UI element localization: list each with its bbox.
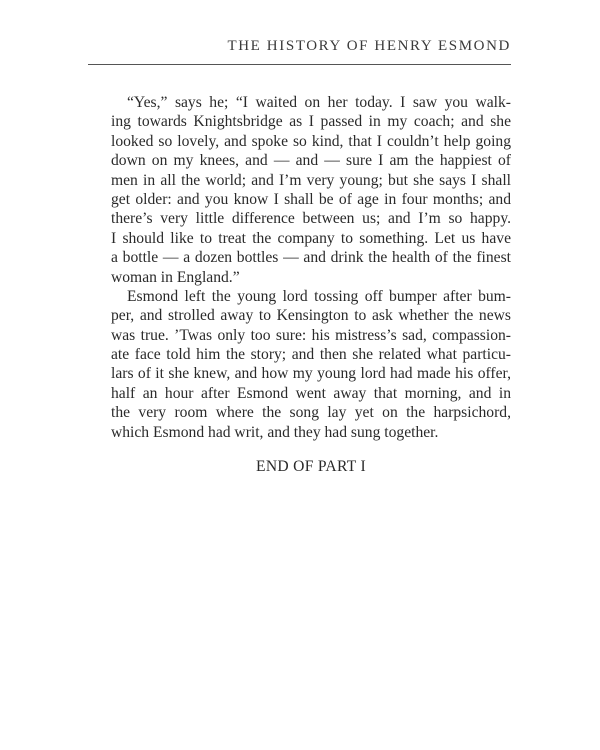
running-head: THE HISTORY OF HENRY ESMOND: [227, 38, 511, 54]
text-line: half an hour after Esmond went away that morning, and in: [111, 384, 511, 402]
text-line: which Esmond had writ, and they had sung together.: [111, 423, 439, 441]
text-line: ate face told him the story; and then she related what particu-: [111, 346, 511, 364]
text-line: looked so lovely, and spoke so kind, that I couldn’t help going: [111, 132, 511, 150]
paragraph-1: [111, 93, 511, 287]
text-line: the very room where the song lay yet on the harpsichord,: [111, 404, 511, 422]
text-line: lars of it she knew, and how my young lord had made his offer,: [111, 365, 511, 383]
text-line: Esmond left the young lord tossing off bumper after bum-: [127, 287, 511, 305]
body-text: [111, 93, 511, 442]
text-line: there’s very little difference between us; and I’m so happy.: [111, 210, 511, 228]
text-line: was true. ’Twas only too sure: his mistress’s sad, compassion-: [111, 326, 511, 344]
text-line: men in all the world; and I’m very young; but she says I shall: [111, 171, 511, 189]
text-line: down on my knees, and — and — sure I am the happiest of: [111, 152, 511, 170]
text-line: woman in England.”: [111, 268, 240, 286]
text-line: “Yes,” says he; “I waited on her today. I saw you walk-: [127, 94, 511, 111]
text-line: a bottle — a dozen bottles — and drink the health of the finest: [111, 249, 511, 267]
text-line: ing towards Knightsbridge as I passed in my coach; and she: [111, 113, 511, 131]
paragraph-2: [111, 287, 511, 442]
header-rule: [88, 64, 511, 65]
end-of-part-marker: END OF PART I: [256, 458, 366, 475]
text-line: per, and strolled away to Kensington to ask whether the news: [111, 307, 511, 325]
text-line: I should like to treat the company to something. Let us have: [111, 229, 511, 247]
text-line: get older: and you know I shall be of age in four months; and: [111, 190, 511, 208]
